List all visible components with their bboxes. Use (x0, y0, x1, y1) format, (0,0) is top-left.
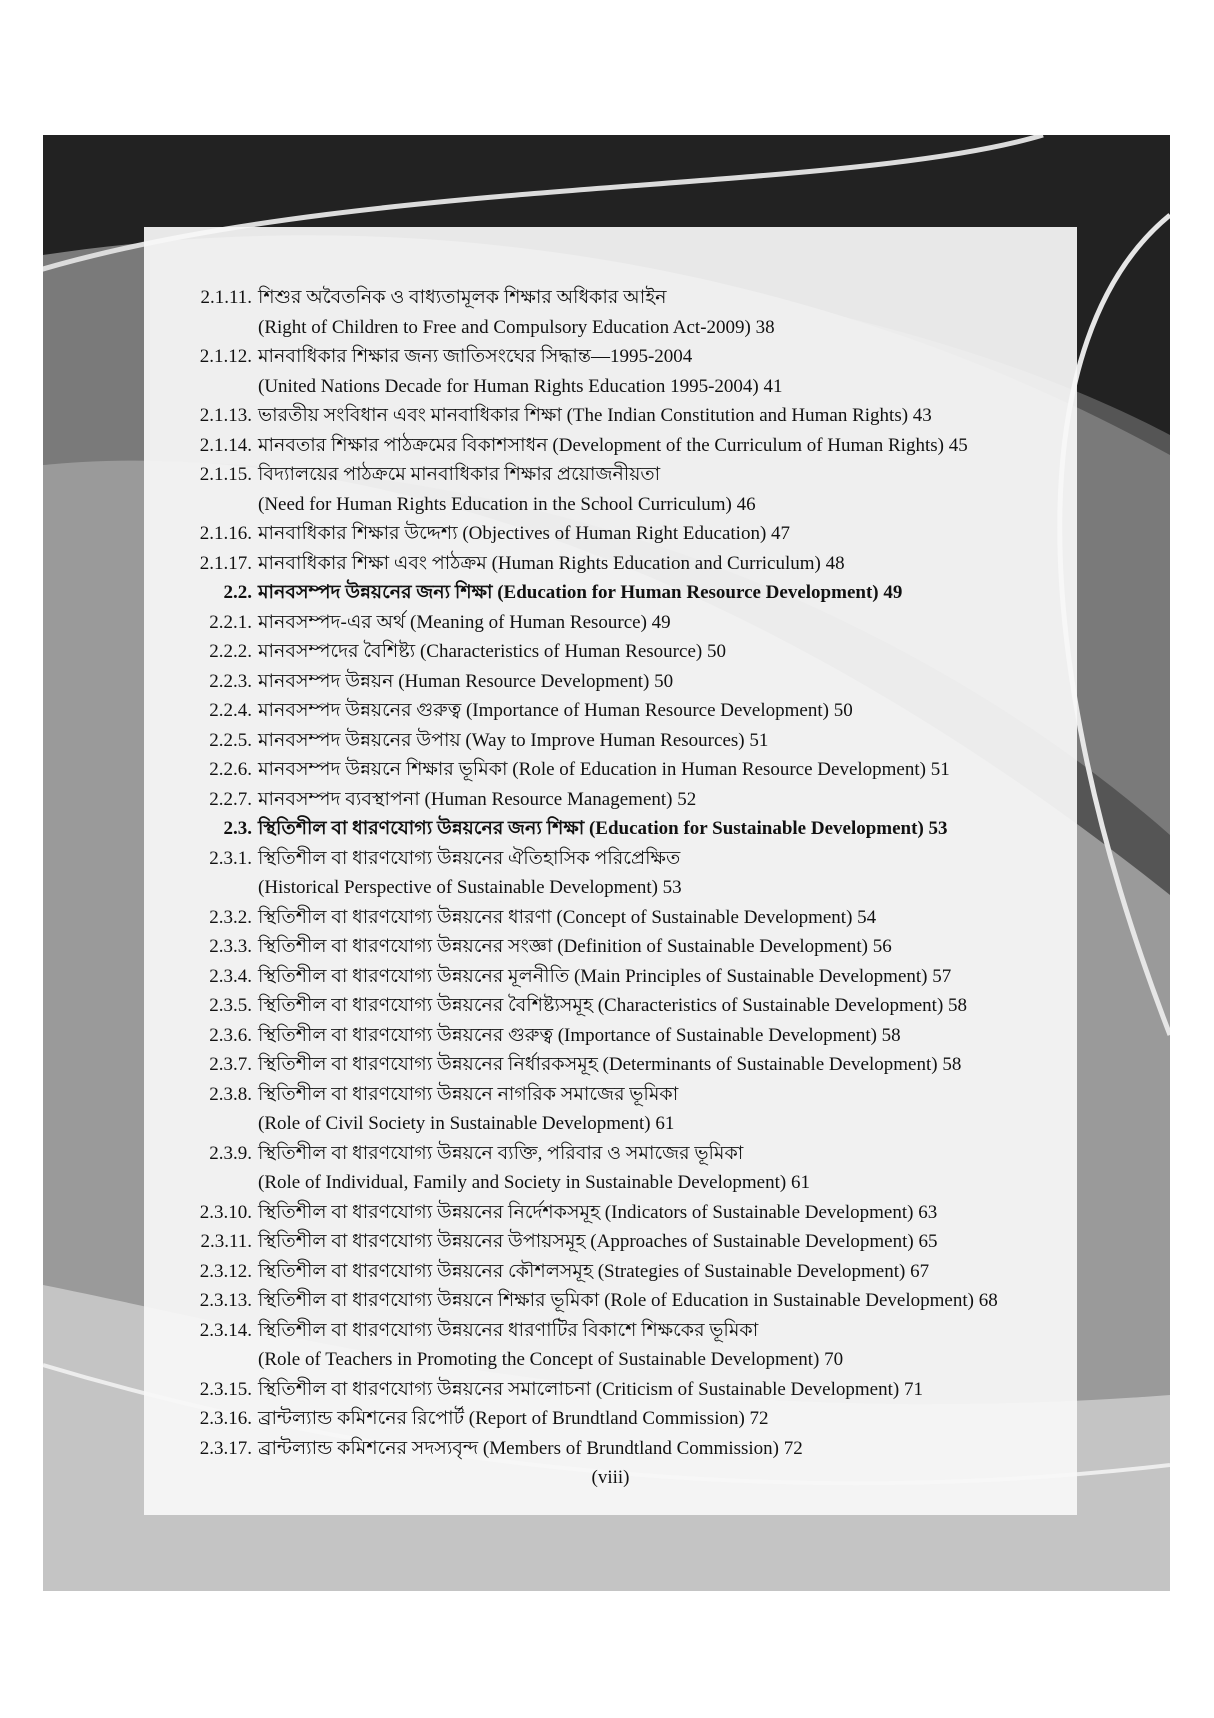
toc-entry (144, 932, 1077, 962)
toc-entry-number: 2.3.14. (199, 1319, 252, 1341)
toc-entry (144, 1316, 1077, 1375)
toc-entry-number: 2.1.12. (199, 346, 252, 367)
toc-entry-text: মানবাধিকার শিক্ষার উদ্দেশ্য (Objectives of Human Right Education) 47 (258, 523, 791, 544)
toc-entry (144, 1050, 1077, 1080)
toc-entry-text: (Role of Individual, Family and Society in Sustainable Development) 61 (258, 1172, 810, 1193)
toc-entry-number: 2.2.5. (209, 729, 252, 751)
toc-entry (144, 1139, 1077, 1198)
toc-entry-number: 2.3.10. (199, 1201, 252, 1223)
toc-entry-text: স্থিতিশীল বা ধারণযোগ্য উন্নয়নের জন্য শিক্ষা (Education for Sustainable Development) 53 (258, 818, 948, 839)
toc-entry-text: মানবাধিকার শিক্ষা এবং পাঠক্রম (Human Rights Education and Curriculum) 48 (258, 552, 845, 574)
toc-entry (144, 460, 1077, 519)
toc-entry (144, 519, 1077, 549)
toc-entry (144, 401, 1077, 431)
toc-entry-number: 2.3.17. (199, 1437, 252, 1459)
toc-entry-text: মানবসম্পদ-এর অর্থ (Meaning of Human Resource) 49 (258, 611, 671, 633)
toc-entry-number: 2.1.15. (199, 464, 252, 485)
toc-entry-number: 2.1.17. (199, 552, 252, 574)
toc-entry-text: মানবসম্পদ উন্নয়নের জন্য শিক্ষা (Education for Human Resource Development) 49 (258, 582, 903, 603)
decorative-frame (43, 135, 1170, 1591)
toc-entry-number: 2.2.4. (209, 700, 252, 721)
toc-entry-text: মানবাধিকার শিক্ষার জন্য জাতিসংঘের সিদ্ধান্ত—1995-2004 (258, 346, 693, 367)
toc-entry-number: 2.3.1. (209, 847, 252, 869)
toc-entry-text: স্থিতিশীল বা ধারণযোগ্য উন্নয়নের ধারণাটির বিকাশে শিক্ষকের ভূমিকা (258, 1319, 759, 1341)
toc-section-heading (144, 814, 1077, 844)
toc-entry (144, 283, 1077, 342)
toc-entry-number: 2.3.13. (199, 1290, 252, 1311)
toc-entry (144, 637, 1077, 667)
toc-entry (144, 1404, 1077, 1434)
toc-entry-text: স্থিতিশীল বা ধারণযোগ্য উন্নয়নের নির্ধারকসমূহ (Determinants of Sustainable Development) 58 (258, 1054, 962, 1075)
toc-entry-text: (United Nations Decade for Human Rights Education 1995-2004) 41 (258, 375, 783, 397)
toc-entry (144, 991, 1077, 1021)
toc-entry (144, 1375, 1077, 1405)
toc-entry-text: ব্রান্টল্যান্ড কমিশনের সদস্যবৃন্দ (Members of Brundtland Commission) 72 (258, 1437, 803, 1459)
toc-entry (144, 696, 1077, 726)
toc-entry-number: 2.3.3. (209, 936, 252, 957)
toc-entry-text: স্থিতিশীল বা ধারণযোগ্য উন্নয়নের মূলনীতি (Main Principles of Sustainable Development) 57 (258, 965, 952, 987)
toc-entry-number: 2.3. (223, 818, 252, 839)
toc-entry (144, 342, 1077, 401)
toc-entry-number: 2.3.7. (209, 1054, 252, 1075)
toc-entry-text: ব্রান্টল্যান্ড কমিশনের রিপোর্ট (Report of Brundtland Commission) 72 (258, 1408, 769, 1429)
toc-entry (144, 785, 1077, 815)
toc-entry-text: মানবসম্পদ উন্নয়নের গুরুত্ব (Importance of Human Resource Development) 50 (258, 700, 853, 721)
toc-section-heading (144, 578, 1077, 608)
toc-entry-number: 2.3.6. (209, 1024, 252, 1046)
toc-entry-text: বিদ্যালয়ের পাঠক্রমে মানবাধিকার শিক্ষার প্রয়োজনীয়তা (258, 464, 661, 485)
content-panel (144, 227, 1077, 1515)
toc-entry-text: (Need for Human Rights Education in the School Curriculum) 46 (258, 493, 756, 515)
toc-entry-text: (Role of Teachers in Promoting the Concept of Sustainable Development) 70 (258, 1349, 844, 1370)
toc-entry-text: মানবতার শিক্ষার পাঠক্রমের বিকাশসাধন (Development of the Curriculum of Human Rights) 45 (258, 434, 968, 456)
toc-entry-number: 2.1.16. (199, 523, 252, 544)
toc-entry (144, 1286, 1077, 1316)
toc-entry-text: (Right of Children to Free and Compulsory Education Act-2009) 38 (258, 316, 775, 338)
toc-entry-number: 2.1.14. (199, 434, 252, 456)
toc-entry-number: 2.3.11. (200, 1231, 252, 1252)
toc-entry (144, 667, 1077, 697)
toc-entry-number: 2.3.4. (209, 965, 252, 987)
toc-entry (144, 549, 1077, 579)
toc-entry-text: শিশুর অবৈতনিক ও বাধ্যতামূলক শিক্ষার অধিকার আইন (258, 287, 667, 308)
toc-entry (144, 608, 1077, 638)
toc-entry-number: 2.3.8. (209, 1083, 252, 1105)
toc-entry-text: স্থিতিশীল বা ধারণযোগ্য উন্নয়নে শিক্ষার ভূমিকা (Role of Education in Sustainable Development) 68 (258, 1290, 998, 1311)
toc-entry-text: ভারতীয় সংবিধান এবং মানবাধিকার শিক্ষা (The Indian Constitution and Human Rights) 43 (258, 405, 932, 426)
toc-entry-text: (Historical Perspective of Sustainable Development) 53 (258, 877, 682, 898)
toc-entry-number: 2.3.16. (199, 1408, 252, 1429)
toc-entry (144, 1227, 1077, 1257)
toc-entry-number: 2.2.3. (209, 670, 252, 692)
toc-entry-text: মানবসম্পদ উন্নয়ন (Human Resource Development) 50 (258, 670, 674, 692)
toc-entry (144, 1198, 1077, 1228)
toc-entry (144, 1021, 1077, 1051)
toc-entry-text: স্থিতিশীল বা ধারণযোগ্য উন্নয়নে ব্যক্তি, পরিবার ও সমাজের ভূমিকা (258, 1142, 744, 1164)
toc-entry-text: স্থিতিশীল বা ধারণযোগ্য উন্নয়নের সংজ্ঞা (Definition of Sustainable Development) 56 (258, 936, 892, 957)
toc-entry-number: 2.2.6. (209, 759, 252, 780)
toc-entry-text: স্থিতিশীল বা ধারণযোগ্য উন্নয়নের ধারণা (Concept of Sustainable Development) 54 (258, 906, 877, 928)
toc-entry-number: 2.3.15. (199, 1378, 252, 1400)
toc-entry-text: স্থিতিশীল বা ধারণযোগ্য উন্নয়নে নাগরিক সমাজের ভূমিকা (258, 1083, 679, 1105)
page-number: (viii) (591, 1467, 630, 1488)
toc-entry-number: 2.2.7. (209, 788, 252, 810)
toc-entry (144, 431, 1077, 461)
toc-entry-number: 2.3.12. (199, 1260, 252, 1282)
toc-entry-number: 2.3.9. (209, 1142, 252, 1164)
toc-entry (144, 844, 1077, 903)
toc-entry (144, 903, 1077, 933)
toc-entry-text: স্থিতিশীল বা ধারণযোগ্য উন্নয়নের বৈশিষ্ট্যসমূহ (Characteristics of Sustainable Development) 58 (258, 995, 968, 1016)
toc-entry-text: মানবসম্পদ উন্নয়নে শিক্ষার ভূমিকা (Role of Education in Human Resource Development) 51 (258, 759, 950, 780)
toc-entry-text: স্থিতিশীল বা ধারণযোগ্য উন্নয়নের নির্দেশকসমূহ (Indicators of Sustainable Development) 63 (258, 1201, 938, 1223)
toc-entry-number: 2.2. (223, 582, 252, 603)
toc-entry-text: মানবসম্পদ ব্যবস্থাপনা (Human Resource Management) 52 (258, 788, 697, 810)
toc-entry-text: স্থিতিশীল বা ধারণযোগ্য উন্নয়নের কৌশলসমূহ (Strategies of Sustainable Development) 67 (258, 1260, 930, 1282)
toc-entry-text: (Role of Civil Society in Sustainable Development) 61 (258, 1113, 675, 1134)
toc-entry (144, 1434, 1077, 1464)
toc-entry (144, 1080, 1077, 1139)
toc-entry-text: মানবসম্পদ উন্নয়নের উপায় (Way to Improve Human Resources) 51 (258, 729, 769, 751)
toc-entry-text: স্থিতিশীল বা ধারণযোগ্য উন্নয়নের উপায়সমূহ (Approaches of Sustainable Development) 65 (258, 1231, 938, 1252)
table-of-contents (144, 283, 1077, 1463)
toc-entry-number: 2.1.11. (200, 287, 252, 308)
toc-entry-number: 2.3.5. (209, 995, 252, 1016)
toc-entry-text: স্থিতিশীল বা ধারণযোগ্য উন্নয়নের গুরুত্ব (Importance of Sustainable Development) 58 (258, 1024, 901, 1046)
toc-entry-number: 2.1.13. (199, 405, 252, 426)
toc-entry (144, 755, 1077, 785)
toc-entry-text: মানবসম্পদের বৈশিষ্ট্য (Characteristics of Human Resource) 50 (258, 641, 726, 662)
toc-entry-number: 2.2.2. (209, 641, 252, 662)
toc-entry (144, 1257, 1077, 1287)
toc-entry-number: 2.2.1. (209, 611, 252, 633)
toc-entry-number: 2.3.2. (209, 906, 252, 928)
toc-entry (144, 962, 1077, 992)
toc-entry (144, 726, 1077, 756)
toc-entry-text: স্থিতিশীল বা ধারণযোগ্য উন্নয়নের ঐতিহাসিক পরিপ্রেক্ষিত (258, 847, 681, 869)
toc-entry-text: স্থিতিশীল বা ধারণযোগ্য উন্নয়নের সমালোচনা (Criticism of Sustainable Development) 71 (258, 1378, 923, 1400)
